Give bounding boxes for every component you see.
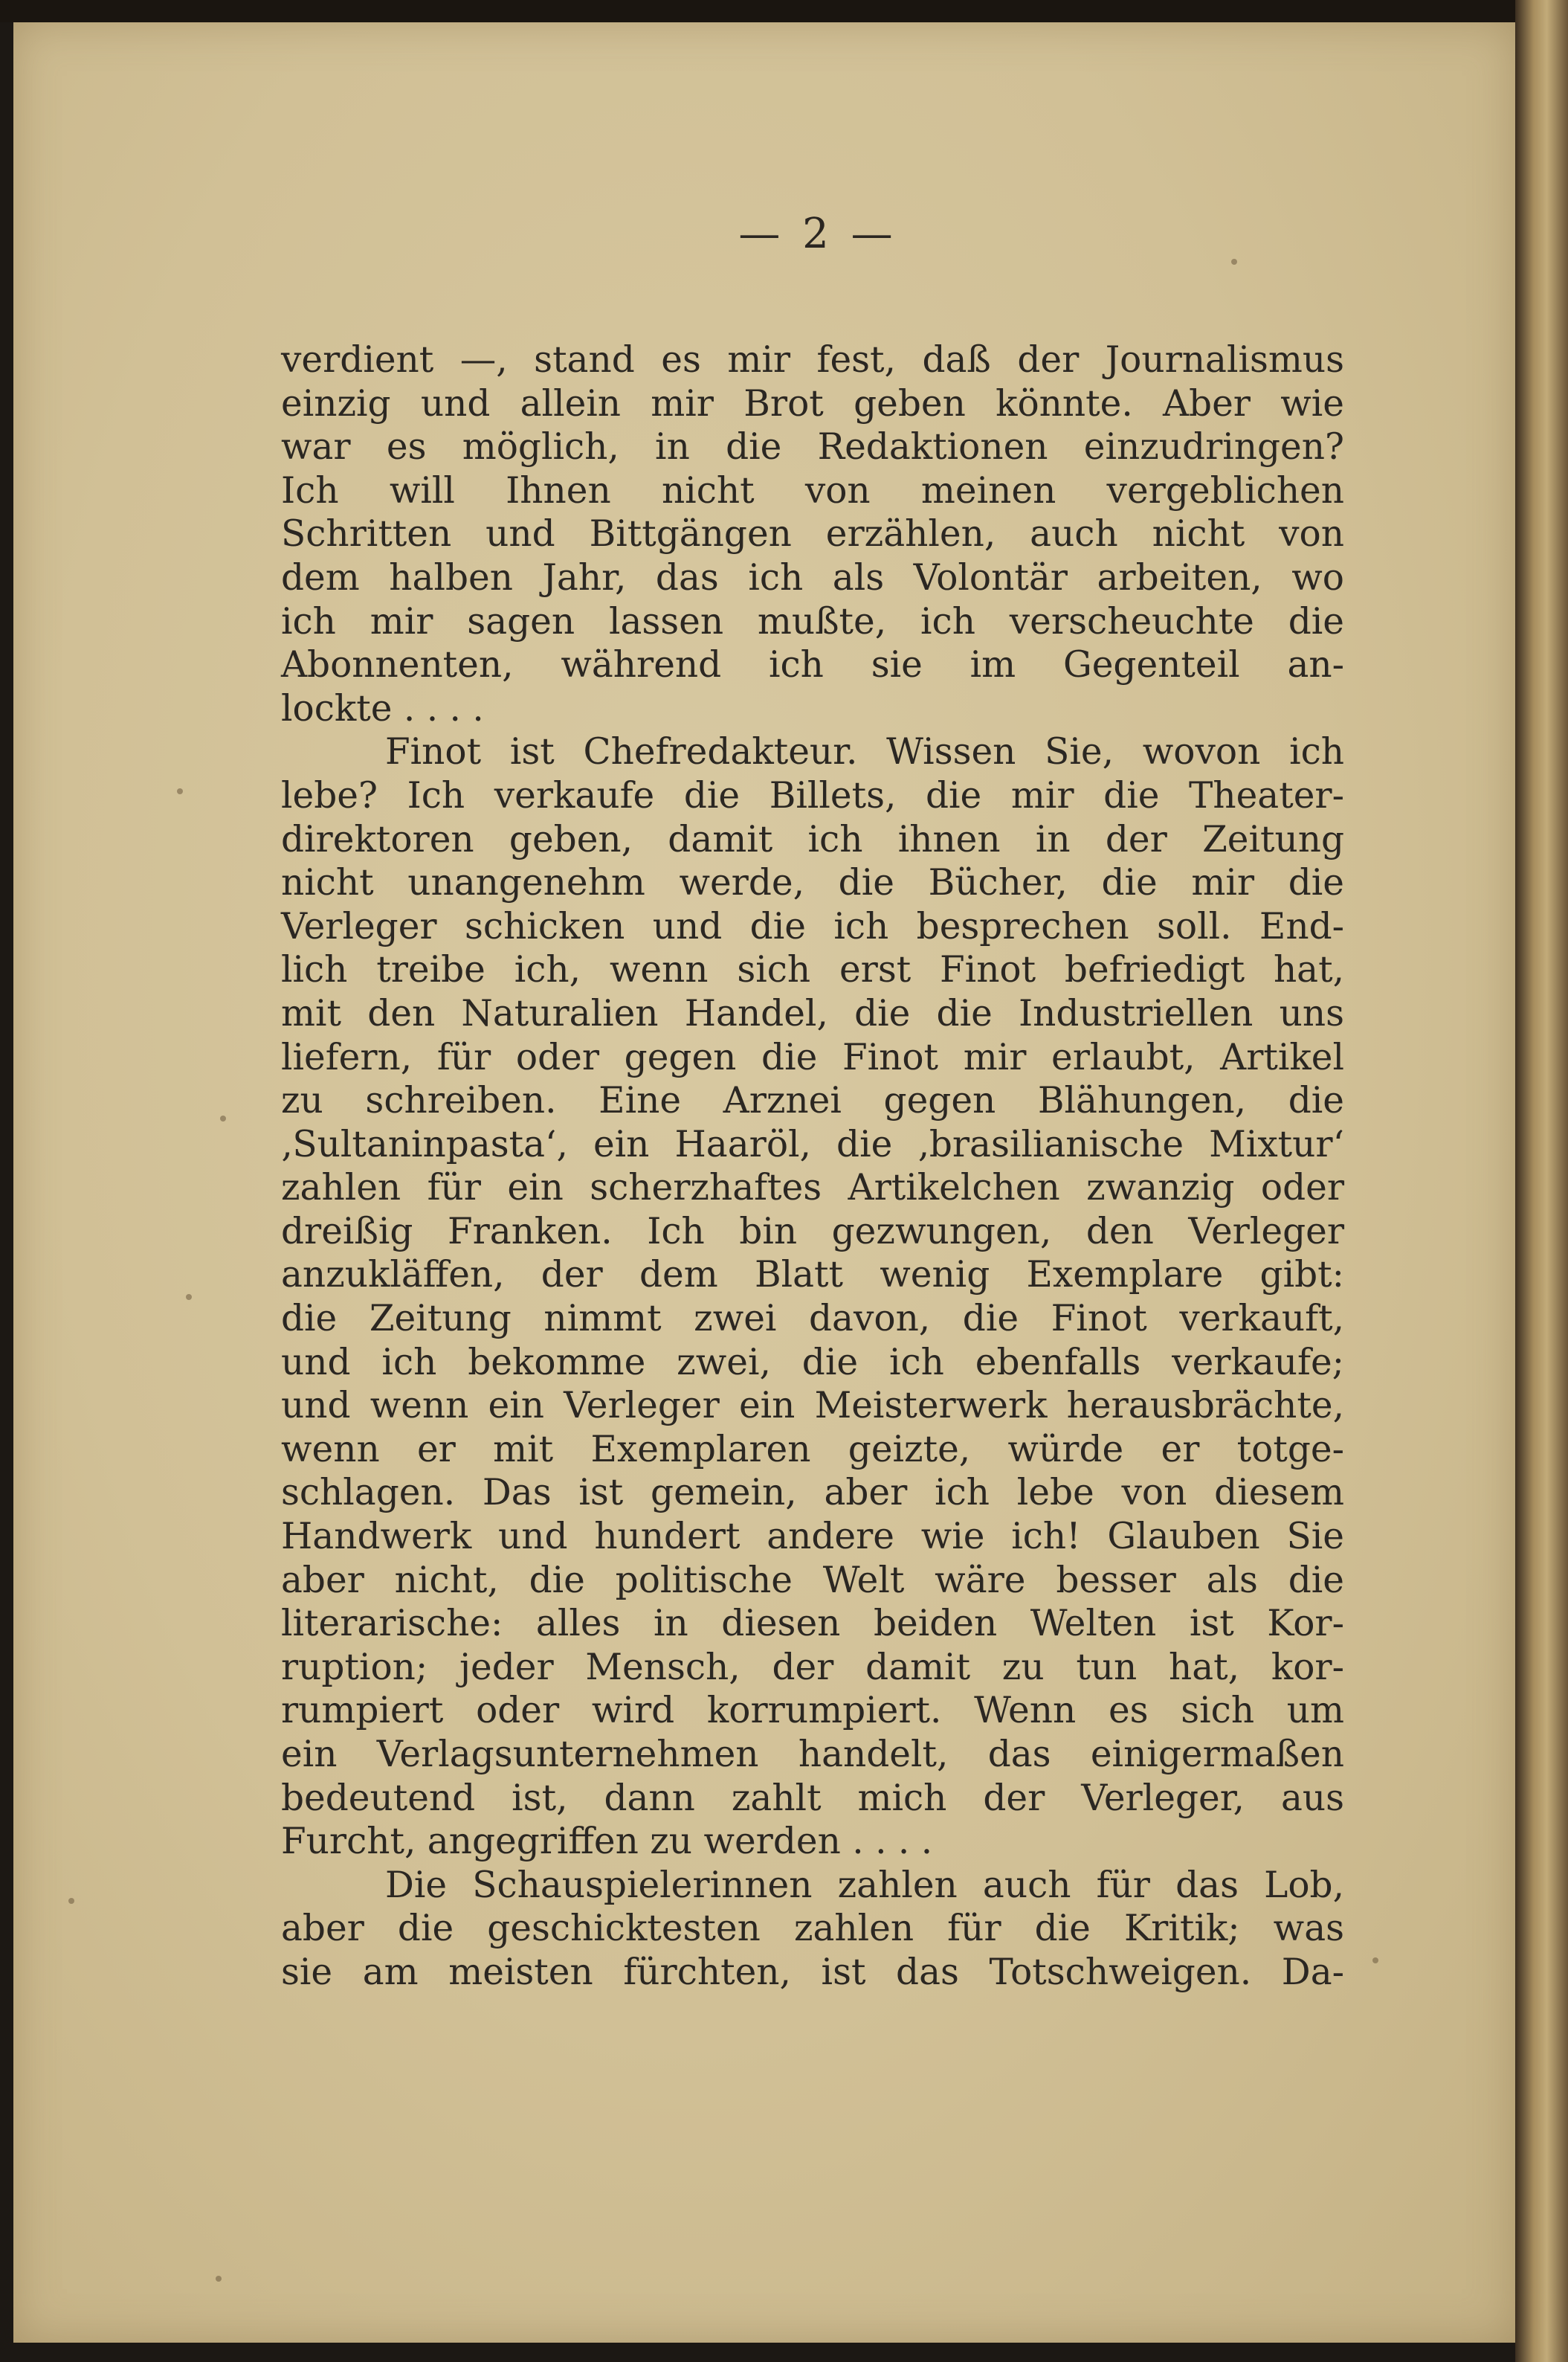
text-line: ein Verlagsunternehmen handelt, das einigermaßen xyxy=(281,1734,1344,1775)
text-line: und ich bekomme zwei, die ich ebenfalls verkaufe; xyxy=(281,1341,1344,1383)
paper-speck xyxy=(68,1898,74,1904)
paper-speck xyxy=(1372,1957,1378,1963)
text-line: Ich will Ihnen nicht von meinen vergeblichen xyxy=(281,469,1344,512)
text-line: ruption; jeder Mensch, der damit zu tun hat, kor- xyxy=(281,1646,1344,1688)
body-text xyxy=(281,338,1344,1995)
text-line: nicht unangenehm werde, die Bücher, die mir die xyxy=(281,862,1344,904)
text-line: sie am meisten fürchten, ist das Totschweigen. Da- xyxy=(281,1951,1344,1993)
text-line: dreißig Franken. Ich bin gezwungen, den Verleger xyxy=(281,1210,1344,1252)
text-line: liefern, für oder gegen die Finot mir erlaubt, Artikel xyxy=(281,1036,1344,1078)
text-line: aber die geschicktesten zahlen für die Kritik; was xyxy=(281,1908,1344,1950)
text-line: ‚Sultaninpasta‘, ein Haaröl, die ‚brasilianische Mixtur‘ xyxy=(281,1123,1344,1165)
text-line: dem halben Jahr, das ich als Volontär arbeiten, wo xyxy=(281,556,1344,599)
text-line: mit den Naturalien Handel, die die Industriellen uns xyxy=(281,992,1344,1034)
text-line: lebe? Ich verkaufe die Billets, die mir die Theater- xyxy=(281,774,1344,817)
text-line: anzukläffen, der dem Blatt wenig Exemplare gibt: xyxy=(281,1254,1344,1296)
text-line: einzig und allein mir Brot geben könnte. Aber wie xyxy=(281,382,1344,425)
text-line: lich treibe ich, wenn sich erst Finot befriedigt hat, xyxy=(281,949,1344,991)
text-line: schlagen. Das ist gemein, aber ich lebe von diesem xyxy=(281,1472,1344,1514)
book-spine xyxy=(1515,0,1568,2362)
text-line: aber nicht, die politische Welt wäre besser als die xyxy=(281,1559,1344,1601)
text-line: Verleger schicken und die ich besprechen soll. End- xyxy=(281,905,1344,947)
text-line: Schritten und Bittgängen erzählen, auch nicht von xyxy=(281,513,1344,556)
text-line: wenn er mit Exemplaren geizte, würde er totge- xyxy=(281,1428,1344,1470)
text-line: lockte . . . . xyxy=(281,687,484,730)
paper-speck xyxy=(177,788,183,794)
text-line: zahlen für ein scherzhaftes Artikelchen zwanzig oder xyxy=(281,1167,1344,1209)
paper-speck xyxy=(1231,259,1237,265)
text-line: verdient —, stand es mir fest, daß der Journalismus xyxy=(281,339,1344,381)
text-line: bedeutend ist, dann zahlt mich der Verleger, aus xyxy=(281,1777,1344,1819)
text-line: rumpiert oder wird korrumpiert. Wenn es sich um xyxy=(281,1690,1344,1732)
text-line: Abonnenten, während ich sie im Gegenteil an- xyxy=(281,644,1344,686)
text-line: ich mir sagen lassen mußte, ich verscheuchte die xyxy=(281,600,1344,643)
text-line: Finot ist Chefredakteur. Wissen Sie, wovon ich xyxy=(385,731,1344,773)
text-line: war es möglich, in die Redaktionen einzudringen? xyxy=(281,426,1344,469)
text-line: und wenn ein Verleger ein Meisterwerk herausbrächte, xyxy=(281,1385,1344,1427)
text-line: Handwerk und hundert andere wie ich! Glauben Sie xyxy=(281,1516,1344,1558)
paper-speck xyxy=(216,2276,222,2282)
page-number: — 2 — xyxy=(738,210,897,258)
paper-speck xyxy=(220,1116,226,1122)
text-line: Furcht, angegriffen zu werden . . . . xyxy=(281,1821,933,1863)
text-line: literarische: alles in diesen beiden Welten ist Kor- xyxy=(281,1603,1344,1645)
scan-top-border xyxy=(0,0,1568,22)
text-line: direktoren geben, damit ich ihnen in der Zeitung xyxy=(281,818,1344,860)
text-line: zu schreiben. Eine Arznei gegen Blähungen, die xyxy=(281,1080,1344,1122)
text-line: Die Schauspielerinnen zahlen auch für das Lob, xyxy=(385,1864,1344,1906)
text-line: die Zeitung nimmt zwei davon, die Finot verkauft, xyxy=(281,1298,1344,1340)
paper-speck xyxy=(186,1294,192,1300)
